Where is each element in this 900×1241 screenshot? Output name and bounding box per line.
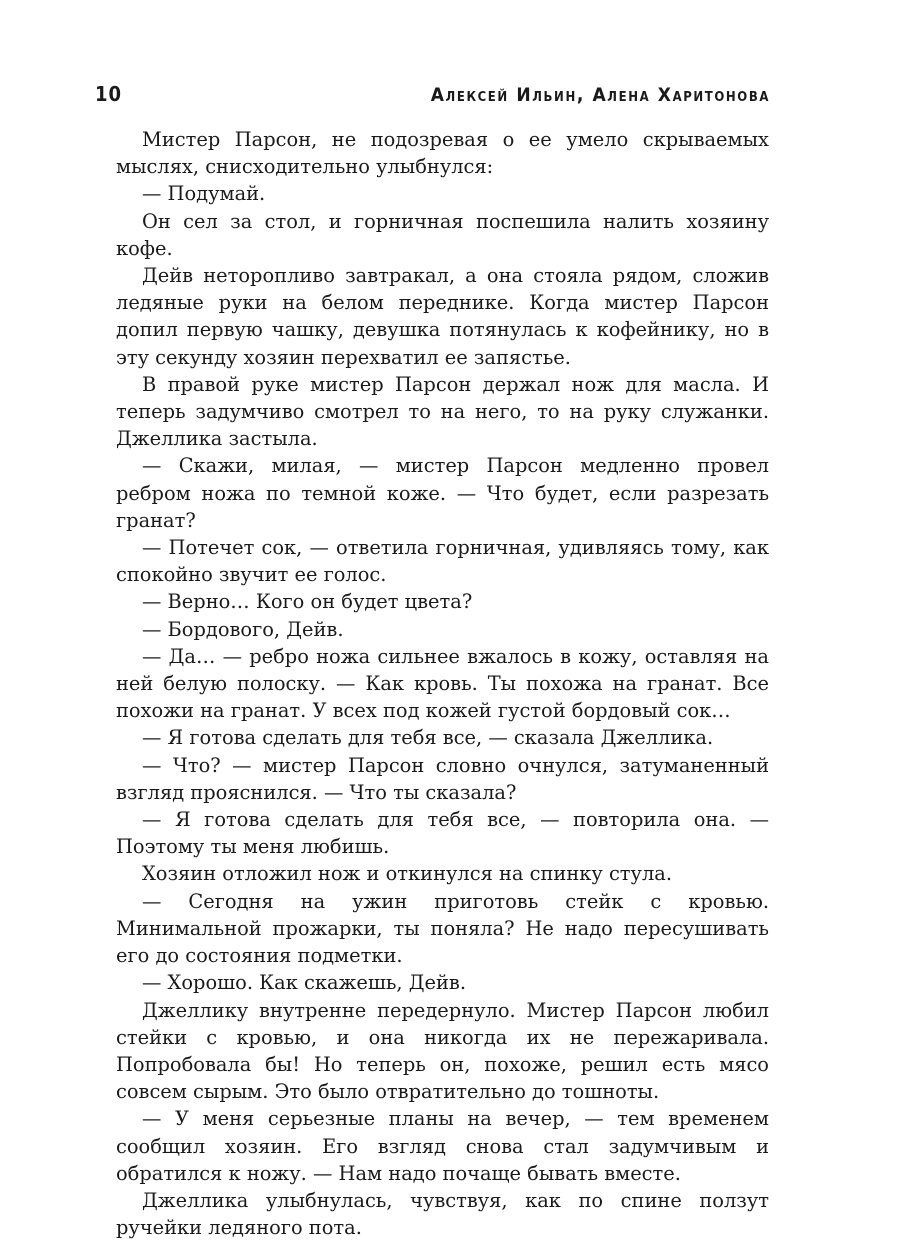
paragraph: — Хорошо. Как скажешь, Дейв. (142, 971, 467, 995)
paragraph: — Потечет сок, — ответила горничная, удивляясь тому, как спокойно звучит ее голос. (116, 536, 769, 587)
paragraph: — Сегодня на ужин приготовь стейк с кровью. Минимальной прожарки, ты поняла? Не надо пересушивать его до состояния подметки. (116, 889, 769, 968)
paragraph: Мистер Парсон, не подозревая о ее умело скрываемых мыслях, снисходительно улыбнулся: (116, 128, 769, 179)
paragraph: Хозяин отложил нож и откинулся на спинку стула. (142, 862, 672, 886)
paragraph: — Верно… Кого он будет цвета? (142, 590, 473, 614)
running-head-authors: Алексей Ильин, Алена Харитонова (430, 84, 770, 106)
page-number: 10 (95, 82, 123, 106)
body-text (116, 126, 769, 1241)
paragraph: — У меня серьезные планы на вечер, — тем временем сообщил хозяин. Его взгляд снова стал задумчивым и обратился к ножу. — Нам надо почаще бывать вместе. (116, 1107, 769, 1185)
paragraph: — Я готова сделать для тебя все, — сказала Джеллика. (142, 726, 714, 750)
paragraph: — Что? — мистер Парсон словно очнулся, затуманенный взгляд прояснился. — Что ты сказала? (116, 753, 769, 804)
running-head (95, 82, 770, 112)
paragraph: В правой руке мистер Парсон держал нож для масла. И теперь задумчиво смотрел то на него, то на руку служанки. Джеллика застыла. (116, 372, 769, 451)
paragraph: — Бордового, Дейв. (142, 617, 344, 641)
paragraph: — Да… — ребро ножа сильнее вжалось в кожу, оставляя на ней белую полоску. — Как кровь. Ты похожа на гранат. Все похожи на гранат. У всех под кожей густой бордовый сок… (116, 644, 769, 723)
paragraph: Он сел за стол, и горничная поспешила налить хозяину кофе. (116, 209, 769, 260)
paragraph: Дейв неторопливо завтракал, а она стояла рядом, сложив ледяные руки на белом переднике. Когда мистер Парсон допил первую чашку, девушка потянулась к кофейнику, но в эту секунду хозяин перехватил ее запястье. (116, 264, 769, 369)
paragraph: Джеллика улыбнулась, чувствуя, как по спине ползут ручейки ледяного пота. (116, 1188, 769, 1240)
paragraph: — Подумай. (142, 182, 266, 206)
paragraph: — Я готова сделать для тебя все, — повторила она. — Поэтому ты меня любишь. (116, 808, 769, 859)
paragraph: Джеллику внутренне передернуло. Мистер Парсон любил стейки с кровью, и она никогда их не пережаривала. Попробовала бы! Но теперь он, похоже, решил есть мясо совсем сырым. Это было отвратительно до тошноты. (116, 998, 769, 1104)
paragraph: — Скажи, милая, — мистер Парсон медленно провел ребром ножа по темной коже. — Что будет, если разрезать гранат? (116, 454, 769, 532)
